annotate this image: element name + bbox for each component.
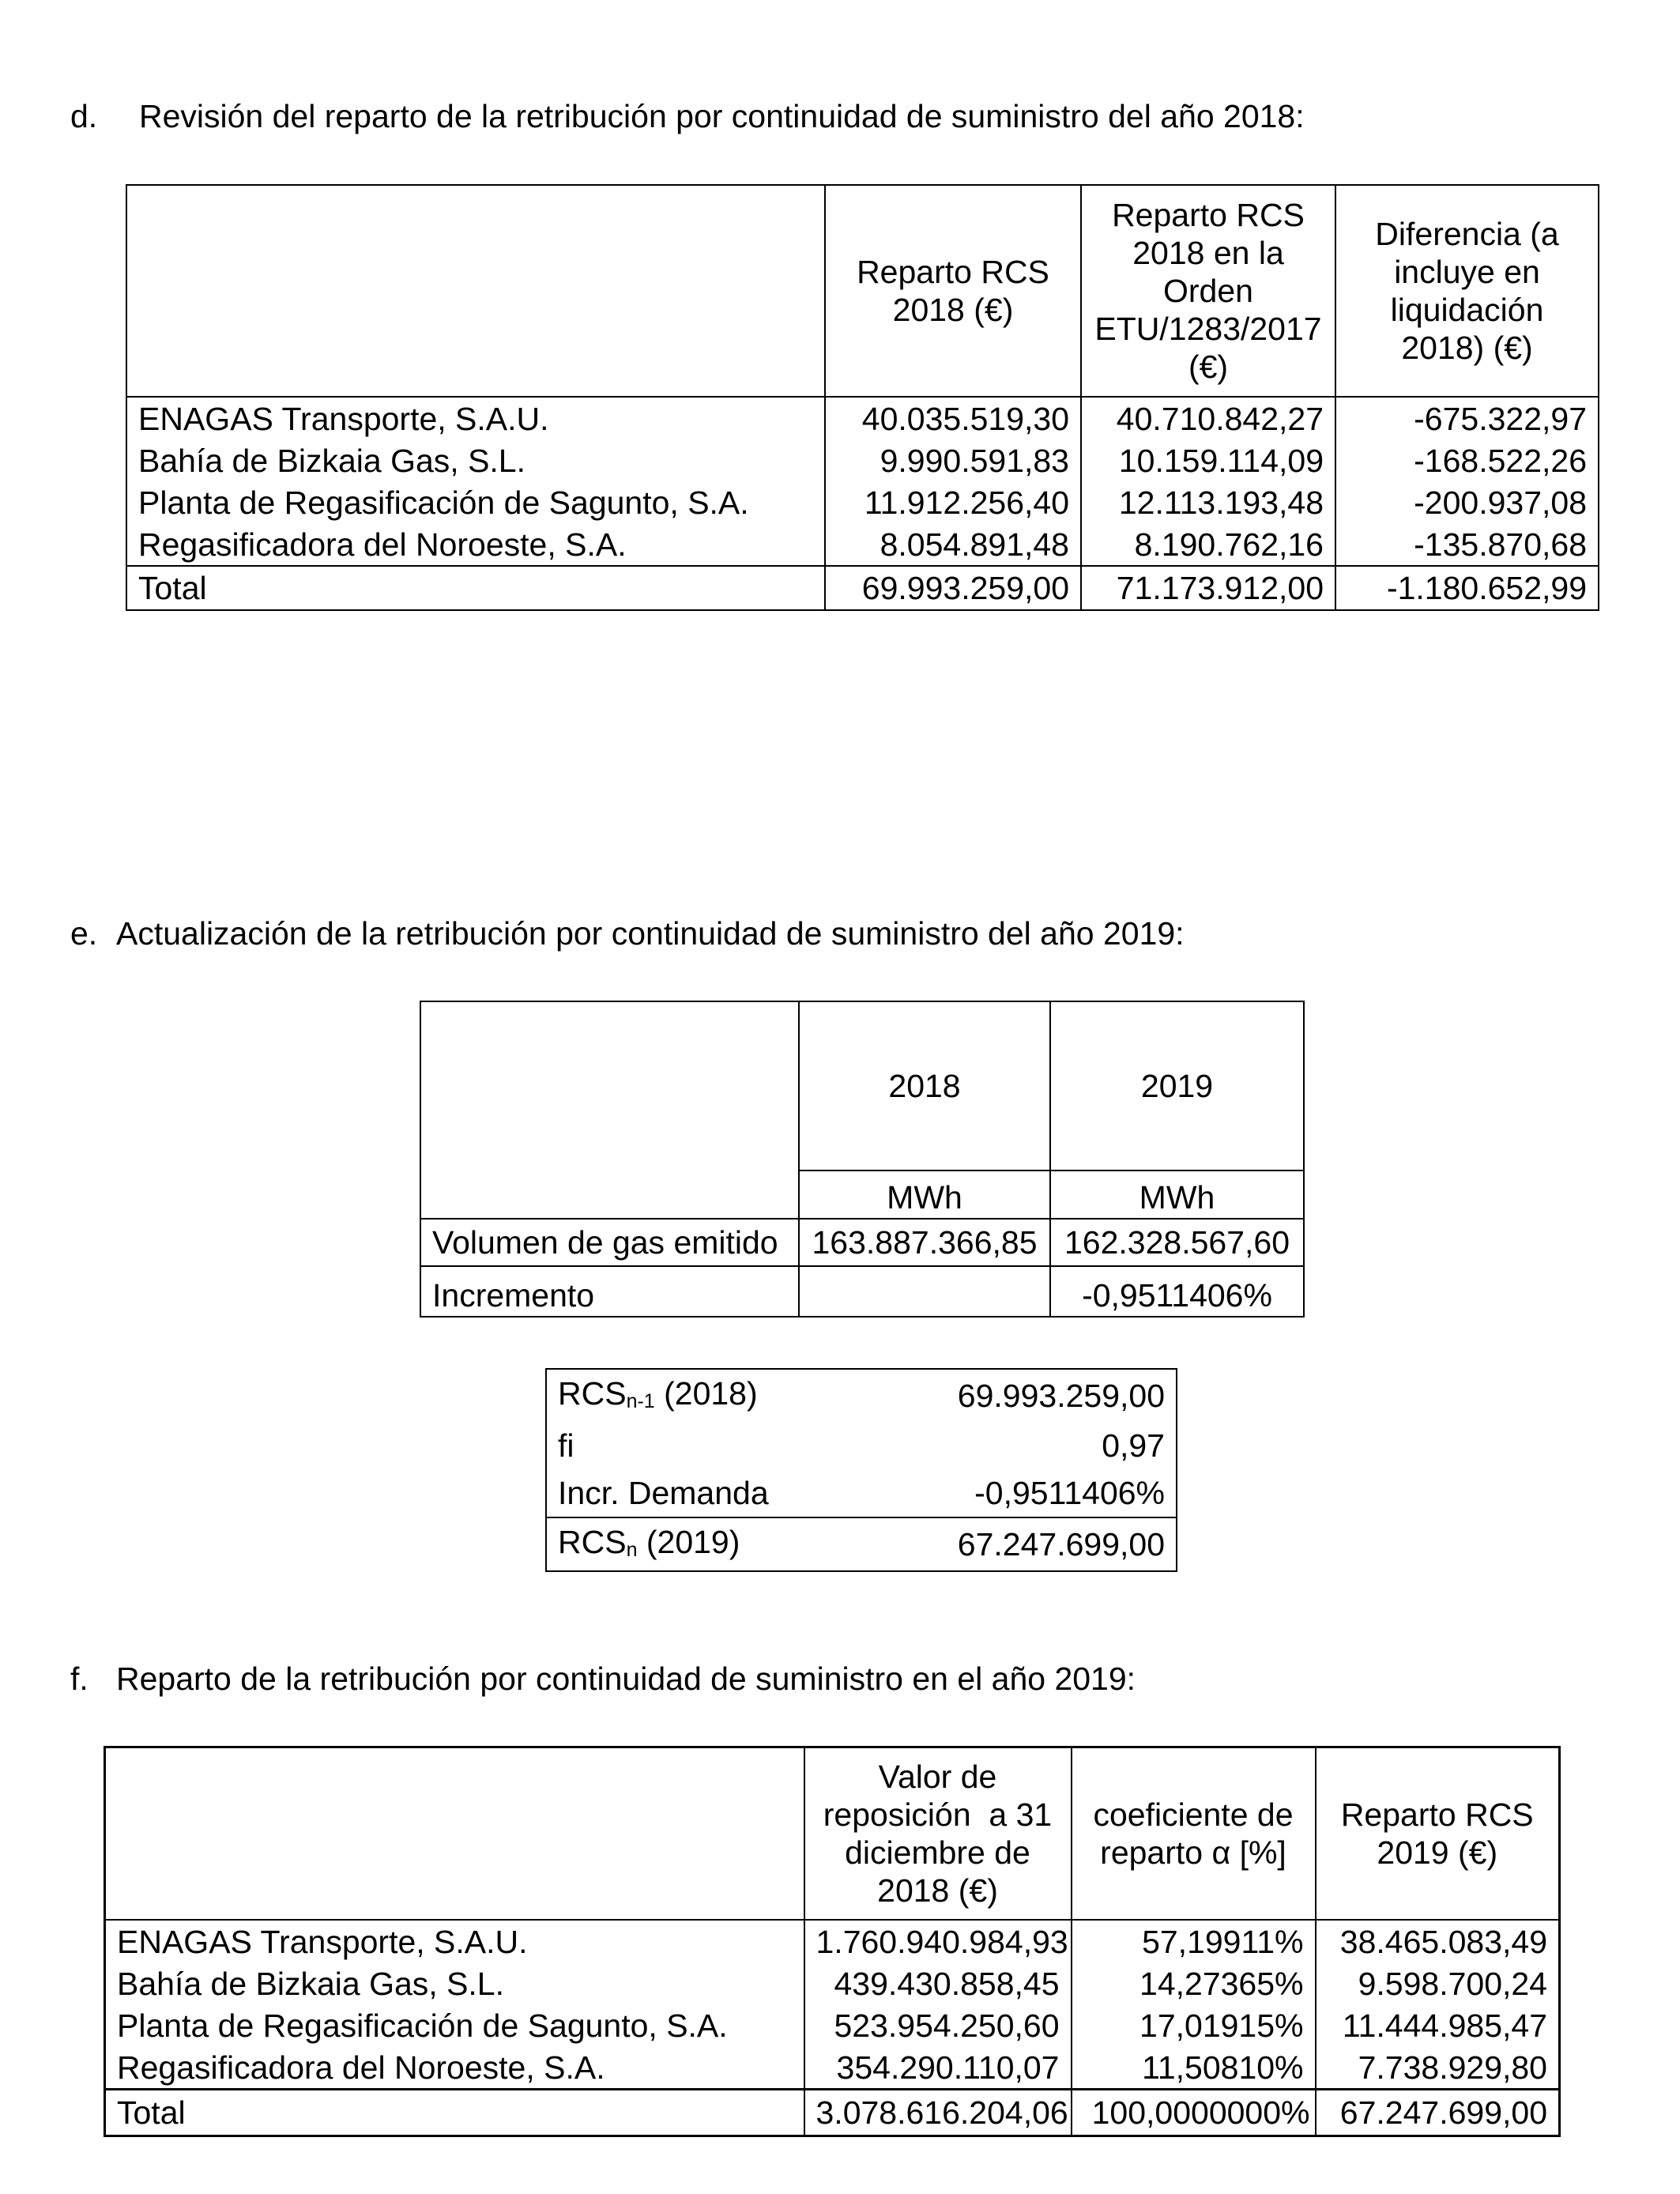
table-volumen-gas — [420, 1001, 1305, 1318]
reparto-value: 11.912.256,40 — [825, 481, 1081, 523]
diferencia-value: -200.937,08 — [1414, 484, 1587, 521]
unit-2019: MWh — [1139, 1179, 1215, 1216]
incremento-label: Incremento — [420, 1266, 799, 1317]
company-name: Planta de Regasificación de Sagunto, S.A. — [105, 2004, 804, 2046]
section-d-letter: d. — [70, 98, 98, 134]
table-reparto-2019 — [104, 1746, 1561, 2137]
section-f-letter: f. — [70, 1661, 89, 1697]
header-diferencia: Diferencia (a incluye en liquidación 2018) (€) — [1335, 185, 1599, 397]
fi-row — [546, 1422, 1177, 1469]
company-name: Bahía de Bizkaia Gas, S.L. — [126, 439, 825, 481]
section-e-letter: e. — [70, 915, 98, 952]
reparto-value: 38.465.083,49 — [1339, 1923, 1547, 1960]
valor-value: 523.954.250,60 — [804, 2004, 1072, 2046]
table-row — [126, 523, 1599, 566]
total-reparto: 67.247.699,00 — [1316, 2090, 1560, 2136]
table-row — [126, 439, 1599, 481]
volumen-row — [420, 1219, 1304, 1266]
reparto-value: 8.054.891,48 — [825, 523, 1081, 566]
reparto-value: 9.598.700,24 — [1358, 1965, 1547, 2002]
diferencia-value: -675.322,97 — [1414, 400, 1587, 437]
company-name: Regasificadora del Noroeste, S.A. — [126, 523, 825, 566]
section-d-heading — [70, 98, 1305, 135]
total-row — [126, 566, 1599, 610]
company-name: Planta de Regasificación de Sagunto, S.A. — [126, 481, 825, 523]
header-empty-cell — [126, 185, 825, 397]
rcs-prev-row — [546, 1369, 1177, 1422]
total-label: Total — [105, 2090, 804, 2136]
total-coef: 100,0000000% — [1072, 2090, 1316, 2136]
table-header-row — [126, 185, 1599, 397]
section-d-title: Revisión del reparto de la retribución por continuidad de suministro del año 2018: — [139, 98, 1305, 134]
company-name: ENAGAS Transporte, S.A.U. — [126, 397, 825, 439]
table-row — [105, 1920, 1560, 1962]
demanda-label: Incr. Demanda — [558, 1475, 769, 1511]
valor-value: 1.760.940.984,93 — [804, 1920, 1072, 1962]
rcs-n-label: $RCS_n$ (2019) — [546, 1517, 878, 1571]
total-diferencia: -1.180.652,99 — [1335, 566, 1599, 610]
header-reparto-orden: Reparto RCS 2018 en la Orden ETU/1283/2017 (€) — [1081, 185, 1335, 397]
orden-value: 40.710.842,27 — [1081, 397, 1335, 439]
demanda-row — [546, 1469, 1177, 1517]
coef-value: 14,27365% — [1072, 1962, 1316, 2004]
company-name: Regasificadora del Noroeste, S.A. — [105, 2046, 804, 2090]
rcs-prev-label: $RCS_{n-1}$ (2018) — [558, 1375, 758, 1412]
valor-value: 354.290.110,07 — [804, 2046, 1072, 2090]
incremento-2019: -0,9511406% — [1050, 1266, 1304, 1317]
table-row — [126, 397, 1599, 439]
year-2019: 2019 — [1050, 1001, 1304, 1171]
year-row — [420, 1001, 1304, 1171]
orden-value: 8.190.762,16 — [1081, 523, 1335, 566]
table-rcs-calculation — [545, 1368, 1177, 1572]
incremento-2018 — [799, 1266, 1050, 1317]
year-2018: 2018 — [799, 1001, 1050, 1171]
fi-value: 0,97 — [1102, 1427, 1165, 1464]
volumen-label: Volumen de gas emitido — [420, 1219, 799, 1266]
total-valor: 3.078.616.204,06 — [804, 2090, 1072, 2136]
reparto-value: 9.990.591,83 — [825, 439, 1081, 481]
table-revision-2018 — [126, 184, 1599, 611]
header-empty-cell — [420, 1001, 799, 1219]
header-coeficiente: coeficiente de reparto α [%] — [1072, 1747, 1316, 1921]
demanda-value: -0,9511406% — [974, 1475, 1165, 1511]
total-label: Total — [126, 566, 825, 610]
rcs-n-value: 67.247.699,00 — [878, 1517, 1177, 1571]
incremento-row — [420, 1266, 1304, 1317]
table-row — [105, 2046, 1560, 2090]
orden-value: 10.159.114,09 — [1081, 439, 1335, 481]
coef-value: 17,01915% — [1072, 2004, 1316, 2046]
table-row — [105, 1962, 1560, 2004]
rcs-n-row — [546, 1517, 1177, 1571]
header-empty-cell — [105, 1747, 804, 1921]
header-reparto-rcs-2018: Reparto RCS 2018 (€) — [825, 185, 1081, 397]
reparto-value: 11.444.985,47 — [1342, 2007, 1547, 2044]
table-row — [126, 481, 1599, 523]
total-orden: 71.173.912,00 — [1081, 566, 1335, 610]
total-row — [105, 2090, 1560, 2136]
header-valor-reposicion: Valor de reposición a 31 diciembre de 2018 (€) — [804, 1747, 1072, 1921]
rcs-prev-value: 69.993.259,00 — [957, 1378, 1165, 1414]
section-f-title: Reparto de la retribución por continuidad de suministro en el año 2019: — [116, 1661, 1136, 1697]
fi-label: fi — [558, 1427, 574, 1464]
diferencia-value: -135.870,68 — [1414, 526, 1587, 563]
orden-value: 12.113.193,48 — [1081, 481, 1335, 523]
section-f-heading — [70, 1661, 1136, 1698]
total-reparto: 69.993.259,00 — [825, 566, 1081, 610]
header-reparto-rcs-2019: Reparto RCS 2019 (€) — [1316, 1747, 1560, 1921]
volumen-2018: 163.887.366,85 — [799, 1219, 1050, 1266]
company-name: Bahía de Bizkaia Gas, S.L. — [105, 1962, 804, 2004]
section-e-title: Actualización de la retribución por continuidad de suministro del año 2019: — [116, 915, 1185, 952]
unit-2018: MWh — [799, 1171, 1050, 1219]
diferencia-value: -168.522,26 — [1414, 442, 1587, 479]
volumen-2019: 162.328.567,60 — [1050, 1219, 1304, 1266]
coef-value: 11,50810% — [1072, 2046, 1316, 2090]
reparto-value: 7.738.929,80 — [1358, 2049, 1547, 2086]
company-name: ENAGAS Transporte, S.A.U. — [105, 1920, 804, 1962]
valor-value: 439.430.858,45 — [804, 1962, 1072, 2004]
reparto-value: 40.035.519,30 — [825, 397, 1081, 439]
table-row — [105, 2004, 1560, 2046]
coef-value: 57,19911% — [1072, 1920, 1316, 1962]
table-header-row — [105, 1747, 1560, 1921]
section-e-heading — [70, 915, 1185, 952]
